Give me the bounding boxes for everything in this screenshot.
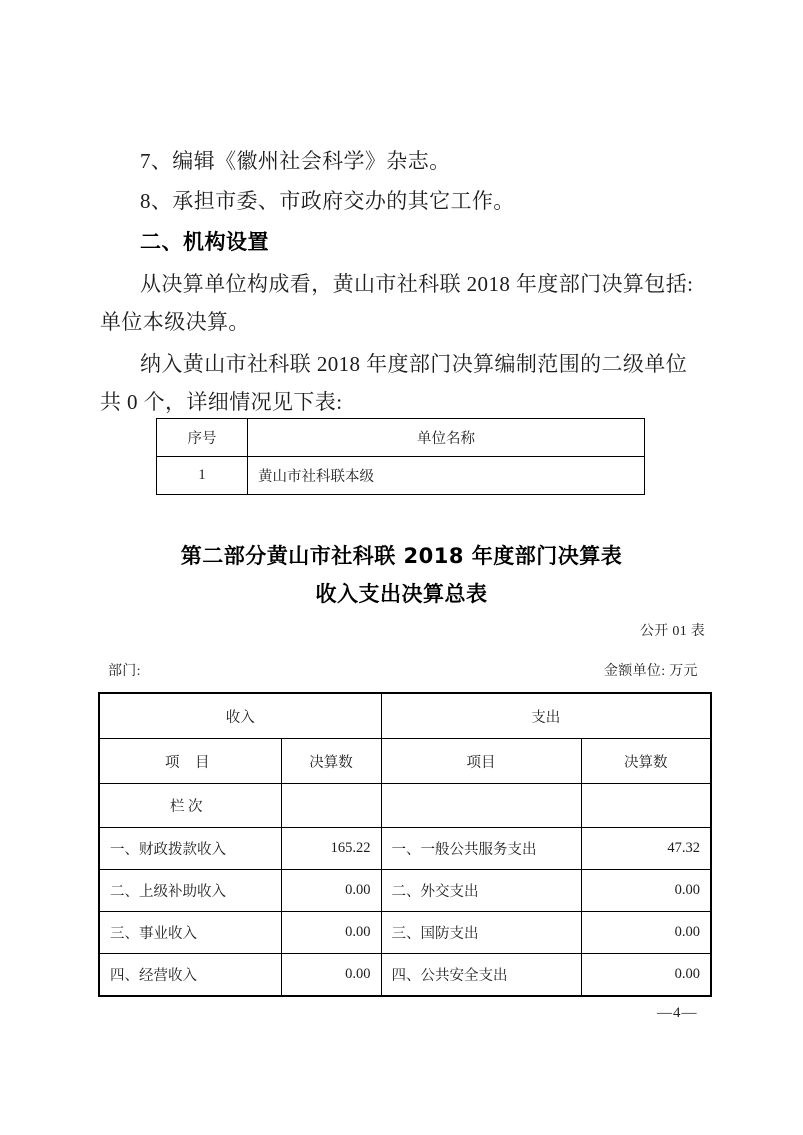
cell-expense-value: 0.00 xyxy=(581,954,711,997)
cell-income-item: 三、事业收入 xyxy=(99,912,281,954)
table-lane-row xyxy=(99,784,711,828)
department-label: 部门: xyxy=(108,664,141,679)
column-header-income-amount: 决算数 xyxy=(281,739,381,784)
column-header-expense-amount: 决算数 xyxy=(581,739,711,784)
cell-expense-value: 0.00 xyxy=(581,870,711,912)
table-header-row xyxy=(157,419,645,457)
group-header-expenditure: 支出 xyxy=(381,693,711,739)
cell-income-item: 二、上级补助收入 xyxy=(99,870,281,912)
table-row xyxy=(157,457,645,495)
cell-expense-value: 0.00 xyxy=(581,912,711,954)
cell-expense-item: 四、公共安全支出 xyxy=(381,954,581,997)
cell-expense-item: 一、一般公共服务支出 xyxy=(381,828,581,870)
table-row xyxy=(99,912,711,954)
cell-expense-value: 47.32 xyxy=(581,828,711,870)
section-heading-organization: 二、机构设置 xyxy=(140,230,269,254)
amount-unit-label: 金额单位: 万元 xyxy=(604,664,698,679)
column-header-expense-item: 项目 xyxy=(381,739,581,784)
paragraph-1-line-2: 单位本级决算。 xyxy=(100,310,250,334)
cell-income-item: 四、经营收入 xyxy=(99,954,281,997)
lane-blank-expense-item xyxy=(381,784,581,828)
cell-income-item: 一、财政拨款收入 xyxy=(99,828,281,870)
paragraph-2-line-2: 共 0 个，详细情况见下表: xyxy=(100,390,343,414)
revenue-expenditure-table xyxy=(98,692,712,997)
column-header-unit-name: 单位名称 xyxy=(248,419,645,457)
cell-expense-item: 三、国防支出 xyxy=(381,912,581,954)
list-item-8: 8、承担市委、市政府交办的其它工作。 xyxy=(140,189,515,213)
lane-label: 栏 次 xyxy=(99,784,281,828)
report-title-line-1: 第二部分黄山市社科联 2018 年度部门决算表 xyxy=(180,544,623,568)
paragraph-2-line-1: 纳入黄山市社科联 2018 年度部门决算编制范围的二级单位 xyxy=(140,352,688,376)
list-item-7: 7、编辑《徽州社会科学》杂志。 xyxy=(140,149,451,173)
cell-income-value: 165.22 xyxy=(281,828,381,870)
lane-blank-income-amount xyxy=(281,784,381,828)
form-code: 公开 01 表 xyxy=(640,624,706,639)
table-column-header-row xyxy=(99,739,711,784)
cell-income-value: 0.00 xyxy=(281,870,381,912)
table-row xyxy=(99,954,711,997)
cell-income-value: 0.00 xyxy=(281,912,381,954)
cell-income-value: 0.00 xyxy=(281,954,381,997)
paragraph-1-line-1: 从决算单位构成看，黄山市社科联 2018 年度部门决算包括: xyxy=(140,272,694,296)
table-row xyxy=(99,828,711,870)
cell-seq: 1 xyxy=(157,457,248,495)
table-row xyxy=(99,870,711,912)
report-title-line-2: 收入支出决算总表 xyxy=(315,582,488,606)
lane-blank-expense-amount xyxy=(581,784,711,828)
column-header-income-item: 项 目 xyxy=(99,739,281,784)
page-number: —4— xyxy=(657,1005,698,1021)
group-header-income: 收入 xyxy=(99,693,381,739)
cell-expense-item: 二、外交支出 xyxy=(381,870,581,912)
unit-list-table xyxy=(156,418,645,495)
column-header-seq: 序号 xyxy=(157,419,248,457)
table-group-header-row xyxy=(99,693,711,739)
cell-unit-name: 黄山市社科联本级 xyxy=(248,457,645,495)
